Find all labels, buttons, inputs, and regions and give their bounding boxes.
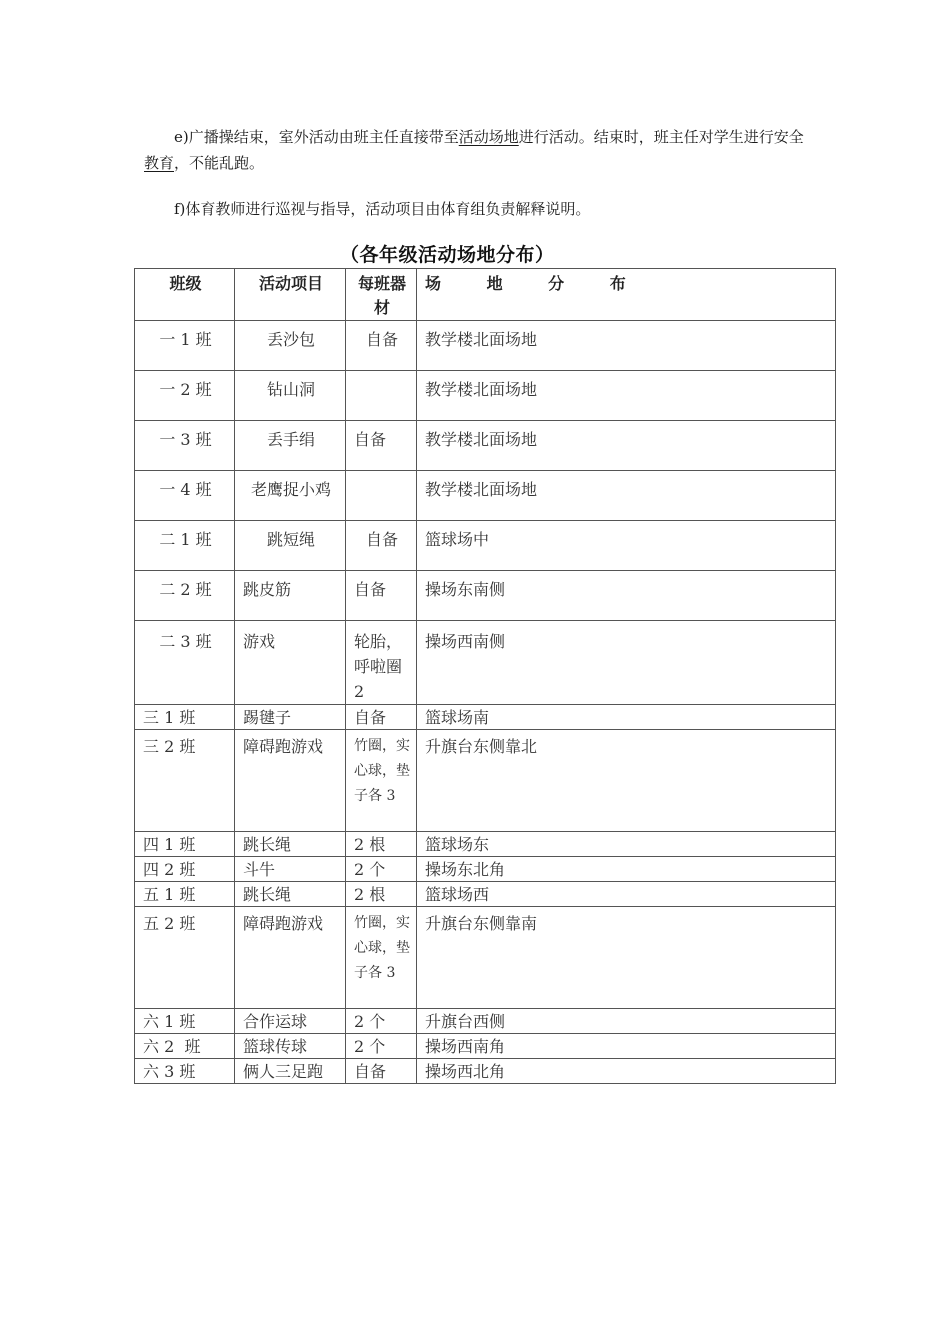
cell-class: 一 2 班 bbox=[135, 371, 235, 421]
cell-class: 二 3 班 bbox=[135, 621, 235, 705]
cell-venue: 升旗台东侧靠南 bbox=[417, 907, 836, 1009]
table-row bbox=[135, 1034, 836, 1059]
paragraph-e-text-end: ，不能乱跑。 bbox=[174, 154, 265, 172]
cell-equipment: 轮胎，呼啦圈 2 bbox=[346, 621, 417, 705]
cell-venue: 教学楼北面场地 bbox=[417, 321, 836, 371]
cell-venue: 篮球场东 bbox=[417, 832, 836, 857]
paragraph-e-text-mid: 进行活动。结束时，班主任对学生进行安全 bbox=[518, 128, 804, 146]
cell-activity: 跳长绳 bbox=[235, 882, 346, 907]
table-row bbox=[135, 421, 836, 471]
cell-activity: 丢沙包 bbox=[235, 321, 346, 371]
cell-venue: 操场东北角 bbox=[417, 857, 836, 882]
cell-activity: 跳长绳 bbox=[235, 832, 346, 857]
cell-venue: 教学楼北面场地 bbox=[417, 421, 836, 471]
cell-class: 五 2 班 bbox=[135, 907, 235, 1009]
cell-class: 二 2 班 bbox=[135, 571, 235, 621]
cell-equipment: 自备 bbox=[346, 521, 417, 571]
cell-class: 三 2 班 bbox=[135, 730, 235, 832]
cell-venue: 操场西南侧 bbox=[417, 621, 836, 705]
cell-equipment: 自备 bbox=[346, 421, 417, 471]
activity-area-link: 活动场地 bbox=[458, 128, 519, 146]
table-header-row bbox=[135, 269, 836, 321]
cell-venue: 升旗台西侧 bbox=[417, 1009, 836, 1034]
cell-venue: 篮球场西 bbox=[417, 882, 836, 907]
cell-equipment: 自备 bbox=[346, 1059, 417, 1084]
cell-equipment: 自备 bbox=[346, 705, 417, 730]
table-row bbox=[135, 705, 836, 730]
cell-equipment: 2 个 bbox=[346, 1009, 417, 1034]
cell-equipment: 竹圈，实心球，垫子各 3 bbox=[346, 730, 417, 832]
cell-class: 三 1 班 bbox=[135, 705, 235, 730]
table-title: （各年级活动场地分布） bbox=[340, 244, 555, 266]
cell-venue: 教学楼北面场地 bbox=[417, 371, 836, 421]
education-link: 教育 bbox=[144, 154, 175, 172]
cell-venue: 篮球场中 bbox=[417, 521, 836, 571]
table-row bbox=[135, 471, 836, 521]
cell-class: 六 3 班 bbox=[135, 1059, 235, 1084]
cell-class: 四 1 班 bbox=[135, 832, 235, 857]
cell-venue: 升旗台东侧靠北 bbox=[417, 730, 836, 832]
paragraph-e-text-start: e)广播操结束，室外活动由班主任直接带至 bbox=[174, 128, 459, 146]
cell-equipment: 自备 bbox=[346, 321, 417, 371]
table-row bbox=[135, 621, 836, 705]
cell-venue: 教学楼北面场地 bbox=[417, 471, 836, 521]
paragraph-f: f)体育教师进行巡视与指导，活动项目由体育组负责解释说明。 bbox=[174, 200, 591, 218]
paragraph-e bbox=[144, 124, 814, 176]
cell-equipment: 2 根 bbox=[346, 832, 417, 857]
cell-activity: 障碍跑游戏 bbox=[235, 730, 346, 832]
cell-equipment: 2 根 bbox=[346, 882, 417, 907]
cell-venue: 操场西南角 bbox=[417, 1034, 836, 1059]
cell-equipment bbox=[346, 371, 417, 421]
cell-activity: 钻山洞 bbox=[235, 371, 346, 421]
cell-equipment: 2 个 bbox=[346, 857, 417, 882]
cell-activity: 跳皮筋 bbox=[235, 571, 346, 621]
header-venue: 场 地 分 布 bbox=[417, 269, 836, 321]
table-row bbox=[135, 571, 836, 621]
cell-class: 一 4 班 bbox=[135, 471, 235, 521]
cell-equipment: 2 个 bbox=[346, 1034, 417, 1059]
cell-class: 五 1 班 bbox=[135, 882, 235, 907]
cell-activity: 篮球传球 bbox=[235, 1034, 346, 1059]
table-row bbox=[135, 521, 836, 571]
cell-activity: 合作运球 bbox=[235, 1009, 346, 1034]
cell-activity: 俩人三足跑 bbox=[235, 1059, 346, 1084]
cell-activity: 斗牛 bbox=[235, 857, 346, 882]
table-row bbox=[135, 882, 836, 907]
cell-equipment: 自备 bbox=[346, 571, 417, 621]
cell-class: 六 1 班 bbox=[135, 1009, 235, 1034]
cell-equipment: 竹圈，实心球，垫子各 3 bbox=[346, 907, 417, 1009]
cell-class: 一 3 班 bbox=[135, 421, 235, 471]
cell-activity: 踢毽子 bbox=[235, 705, 346, 730]
cell-activity: 丢手绢 bbox=[235, 421, 346, 471]
header-activity: 活动项目 bbox=[235, 269, 346, 321]
table-row bbox=[135, 907, 836, 1009]
table-row bbox=[135, 857, 836, 882]
cell-activity: 障碍跑游戏 bbox=[235, 907, 346, 1009]
cell-equipment bbox=[346, 471, 417, 521]
table-row bbox=[135, 1009, 836, 1034]
cell-venue: 操场西北角 bbox=[417, 1059, 836, 1084]
cell-activity: 游戏 bbox=[235, 621, 346, 705]
table-row bbox=[135, 371, 836, 421]
table-row bbox=[135, 832, 836, 857]
table-row bbox=[135, 730, 836, 832]
cell-class: 一 1 班 bbox=[135, 321, 235, 371]
table-row bbox=[135, 321, 836, 371]
cell-activity: 跳短绳 bbox=[235, 521, 346, 571]
cell-class: 四 2 班 bbox=[135, 857, 235, 882]
cell-class: 二 1 班 bbox=[135, 521, 235, 571]
header-class: 班级 bbox=[135, 269, 235, 321]
cell-venue: 篮球场南 bbox=[417, 705, 836, 730]
cell-class: 六 2 班 bbox=[135, 1034, 235, 1059]
cell-venue: 操场东南侧 bbox=[417, 571, 836, 621]
cell-activity: 老鹰捉小鸡 bbox=[235, 471, 346, 521]
table-row bbox=[135, 1059, 836, 1084]
header-equipment: 每班器材 bbox=[346, 269, 417, 321]
venue-distribution-table bbox=[134, 268, 836, 1084]
